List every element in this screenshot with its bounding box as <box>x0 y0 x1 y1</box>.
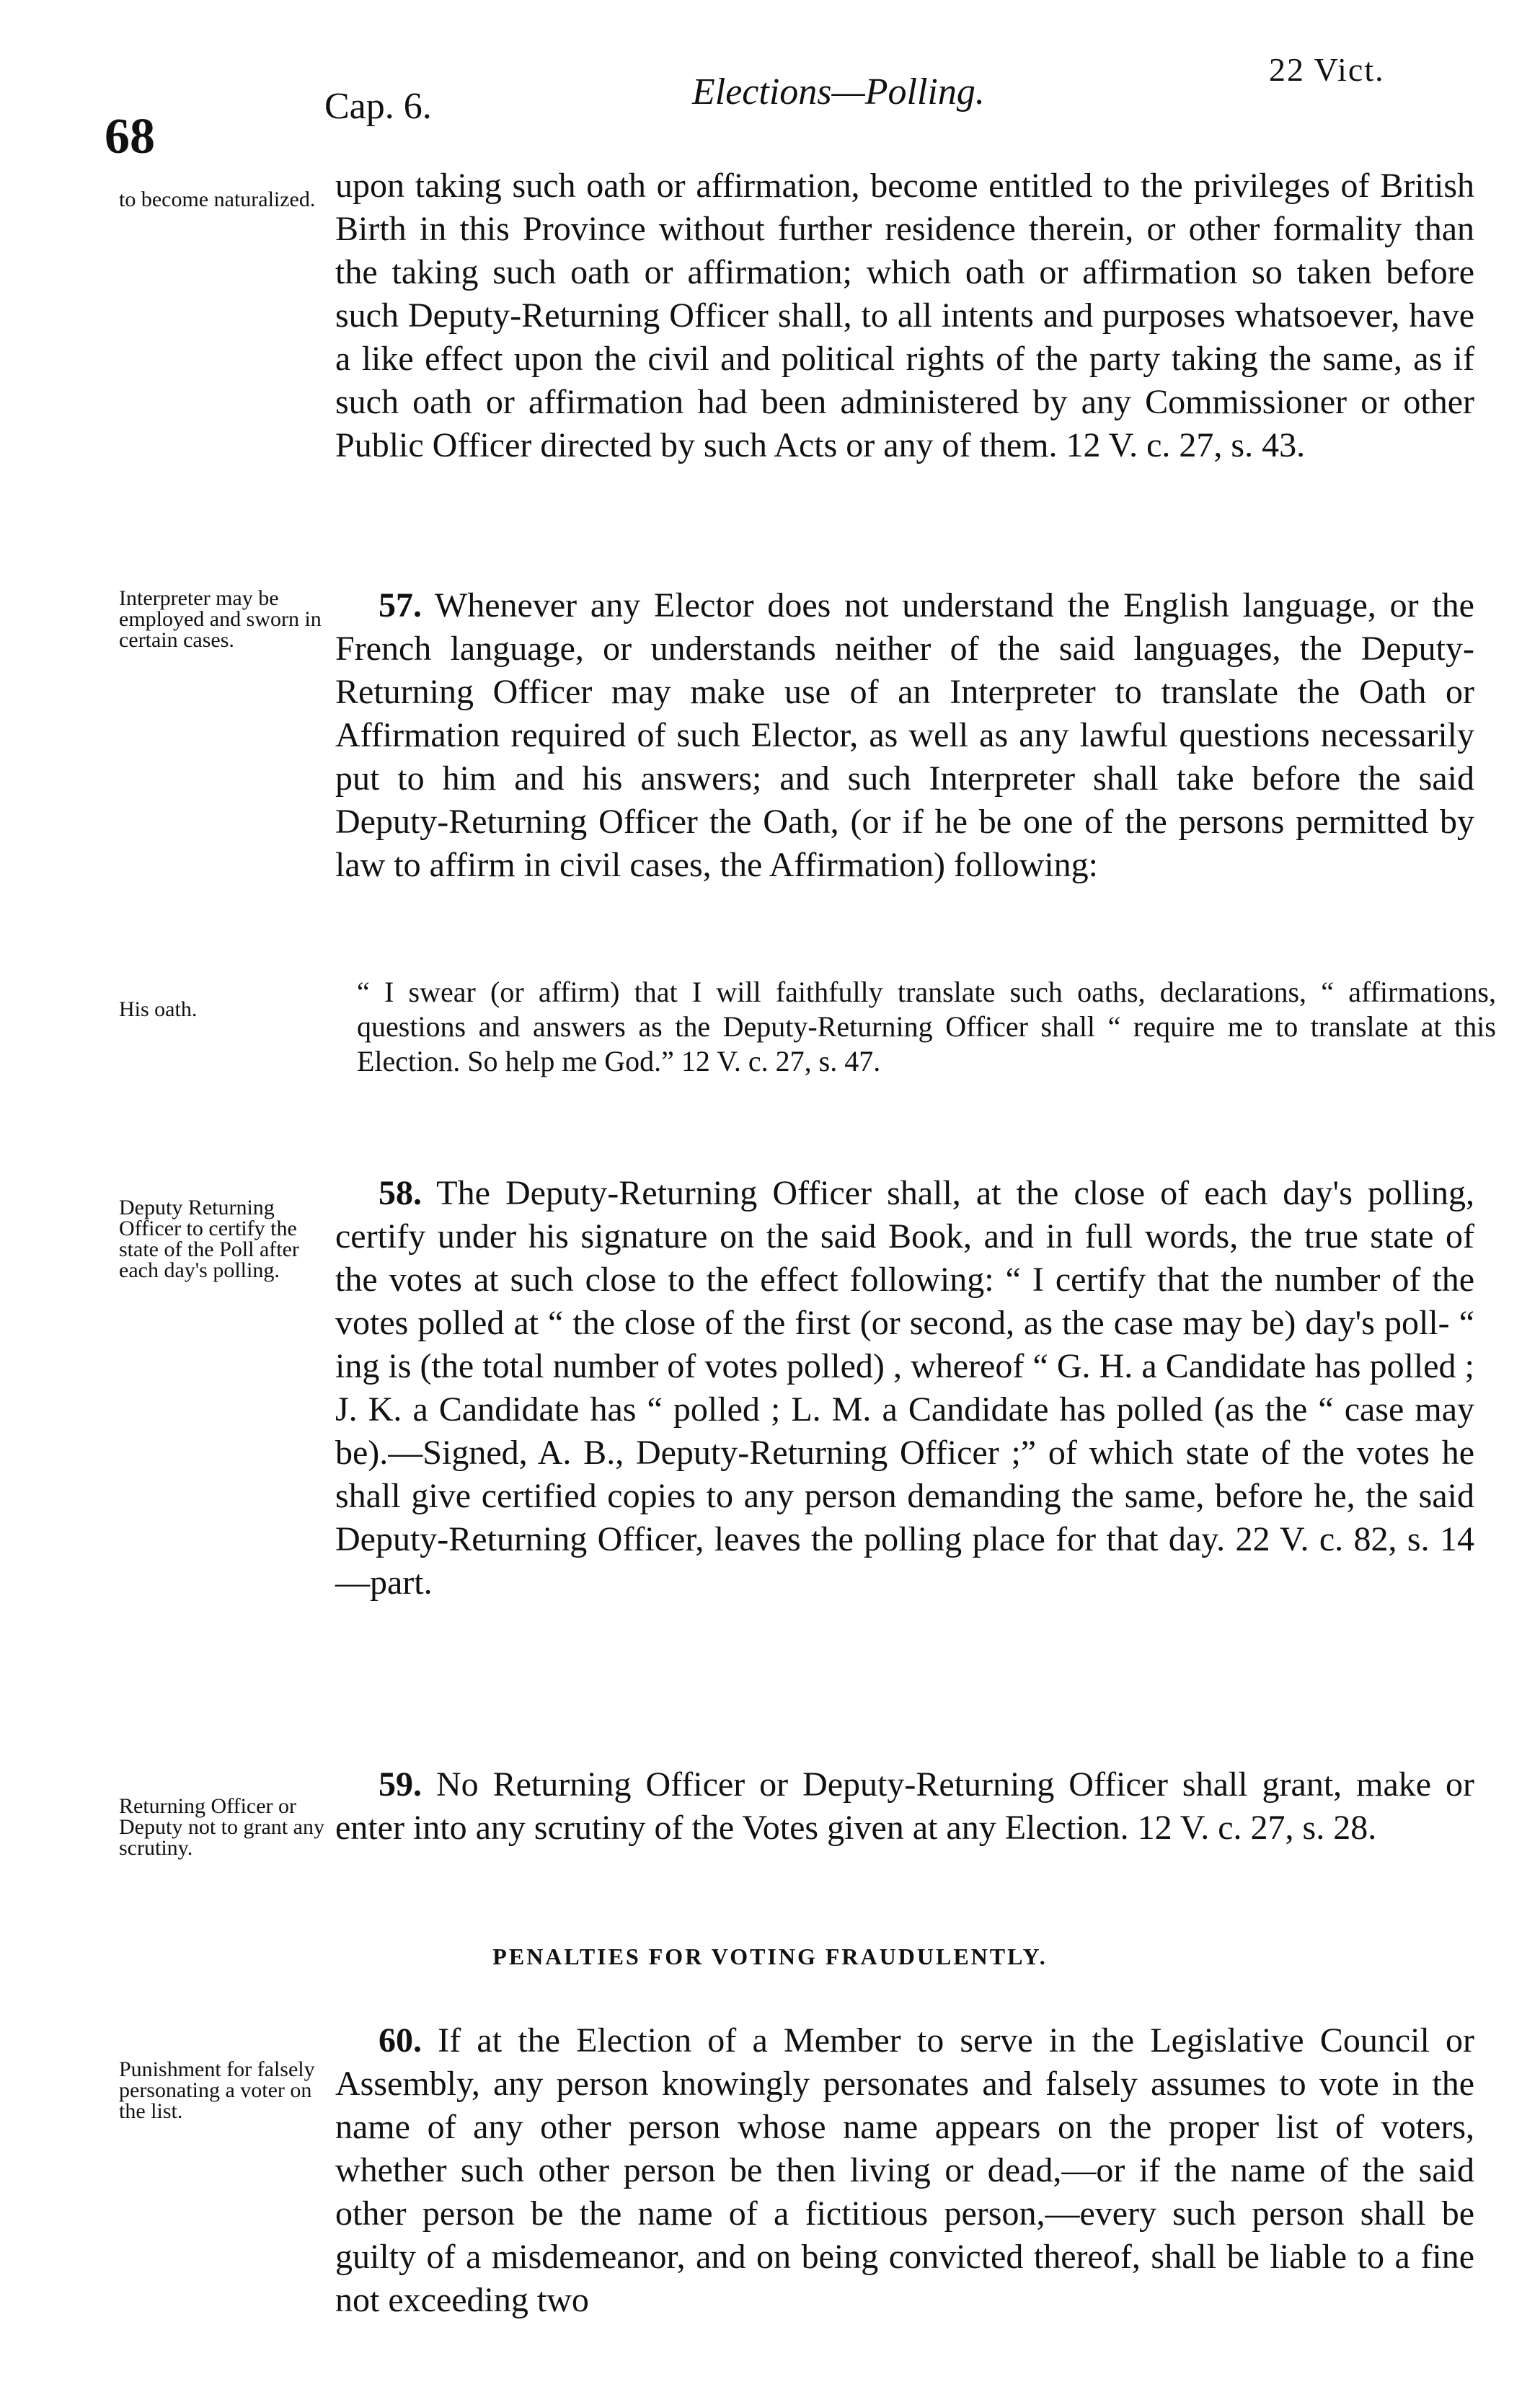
margin-note: Returning Officer or Deputy not to grant any scrutiny. <box>119 1794 324 1860</box>
section-body: Whenever any Elector does not understand the English language, or the French language, or understands neither of the said languages, the Deputy-Returning Officer may make use of an Interpreter to translate the Oath or Affirmation required of such Elector, as well as any lawful questions necessarily put to him and his answers; and such Interpreter shall take before the said Deputy-Returning Officer the Oath, (or if he be one of the persons permitted by law to affirm in civil cases, the Affirmation) following: <box>335 586 1474 884</box>
section-number: 58. <box>379 1174 422 1212</box>
section-text <box>335 2019 1474 2322</box>
section-text <box>335 1763 1474 1850</box>
margin-note: Interpreter may be employed and sworn in certain cases. <box>119 586 322 652</box>
section-number: 60. <box>379 2021 422 2060</box>
margin-note: to become naturalized. <box>119 187 316 211</box>
paragraph: upon taking such oath or affirmation, become entitled to the privileges of British Birth in this Province without further residence therein, or other formality than the taking such oath or affirmation; which oath or affirmation so taken before such Deputy-Returning Officer shall, to all intents and purposes whatsoever, have a like effect upon the civil and political rights of the party taking the same, as if such oath or affirmation had been administered by any Commissioner or other Public Officer directed by such Acts or any of them. 12 V. c. 27, s. 43. <box>335 167 1474 464</box>
margin-note: Punishment for falsely personating a voter on the list. <box>119 2057 315 2123</box>
chapter-label: Cap. 6. <box>324 86 432 127</box>
paragraph <box>335 1172 1474 1605</box>
penalties-heading: PENALTIES FOR VOTING FRAUDULENTLY. <box>492 1943 1048 1969</box>
running-title: Elections—Polling. <box>692 71 985 112</box>
margin-note: Deputy Returning Officer to certify the state of the Poll after each day's polling. <box>119 1196 299 1282</box>
section-number: 59. <box>379 1765 422 1804</box>
section-body: No Returning Officer or Deputy-Returning Officer shall grant, make or enter into any scrutiny of the Votes given at any Election. 12 V. c. 27, s. 28. <box>335 1765 1474 1847</box>
section-body: If at the Election of a Member to serve in the Legislative Council or Assembly, any person knowingly personates and falsely assumes to vote in the name of any other person whose name appears on the proper list of voters, whether such other person be then living or dead,—or if the name of the said other person be the name of a fictitious person,—every such person shall be guilty of a misdemeanor, and on being convicted thereof, shall be liable to a fine not exceeding two <box>335 2021 1475 2319</box>
section-text <box>335 584 1474 887</box>
page-number: 68 <box>105 109 155 164</box>
section-text <box>335 1172 1474 1605</box>
paragraph <box>335 584 1474 887</box>
section-body: The Deputy-Returning Officer shall, at the close of each day's polling, certify under his signature on the said Book, and in full words, the true state of the votes at such close to the effect following: “ I certify that the number of the votes polled at “ the close of the first (or second, as the case may be) day's poll- “ ing is (the total number of votes polled) , whereof “ G. H. a Candidate has polled ; J. K. a Candidate has “ polled ; L. M. a Candidate has polled (as the “ case may be).—Signed, A. B., Deputy-Returning Officer ;” of which state of the votes he shall give certified copies to any person demanding the same, before he, the said Deputy-Returning Officer, leaves the polling place for that day. 22 V. c. 82, s. 14—part. <box>335 1174 1475 1602</box>
section-text <box>335 164 1474 467</box>
paragraph <box>335 2019 1474 2322</box>
oath-margin-note: His oath. <box>119 997 198 1021</box>
section-number: 57. <box>379 586 422 625</box>
regnal-year: 22 Vict. <box>1269 51 1385 88</box>
paragraph <box>335 1763 1474 1850</box>
oath-text: “ I swear (or affirm) that I will faithfully translate such oaths, declarations, “ affirmations, questions and answers as the Deputy-Returning Officer shall “ require me to translate at this Election. So help me God.” 12 V. c. 27, s. 47. <box>357 976 1496 1077</box>
